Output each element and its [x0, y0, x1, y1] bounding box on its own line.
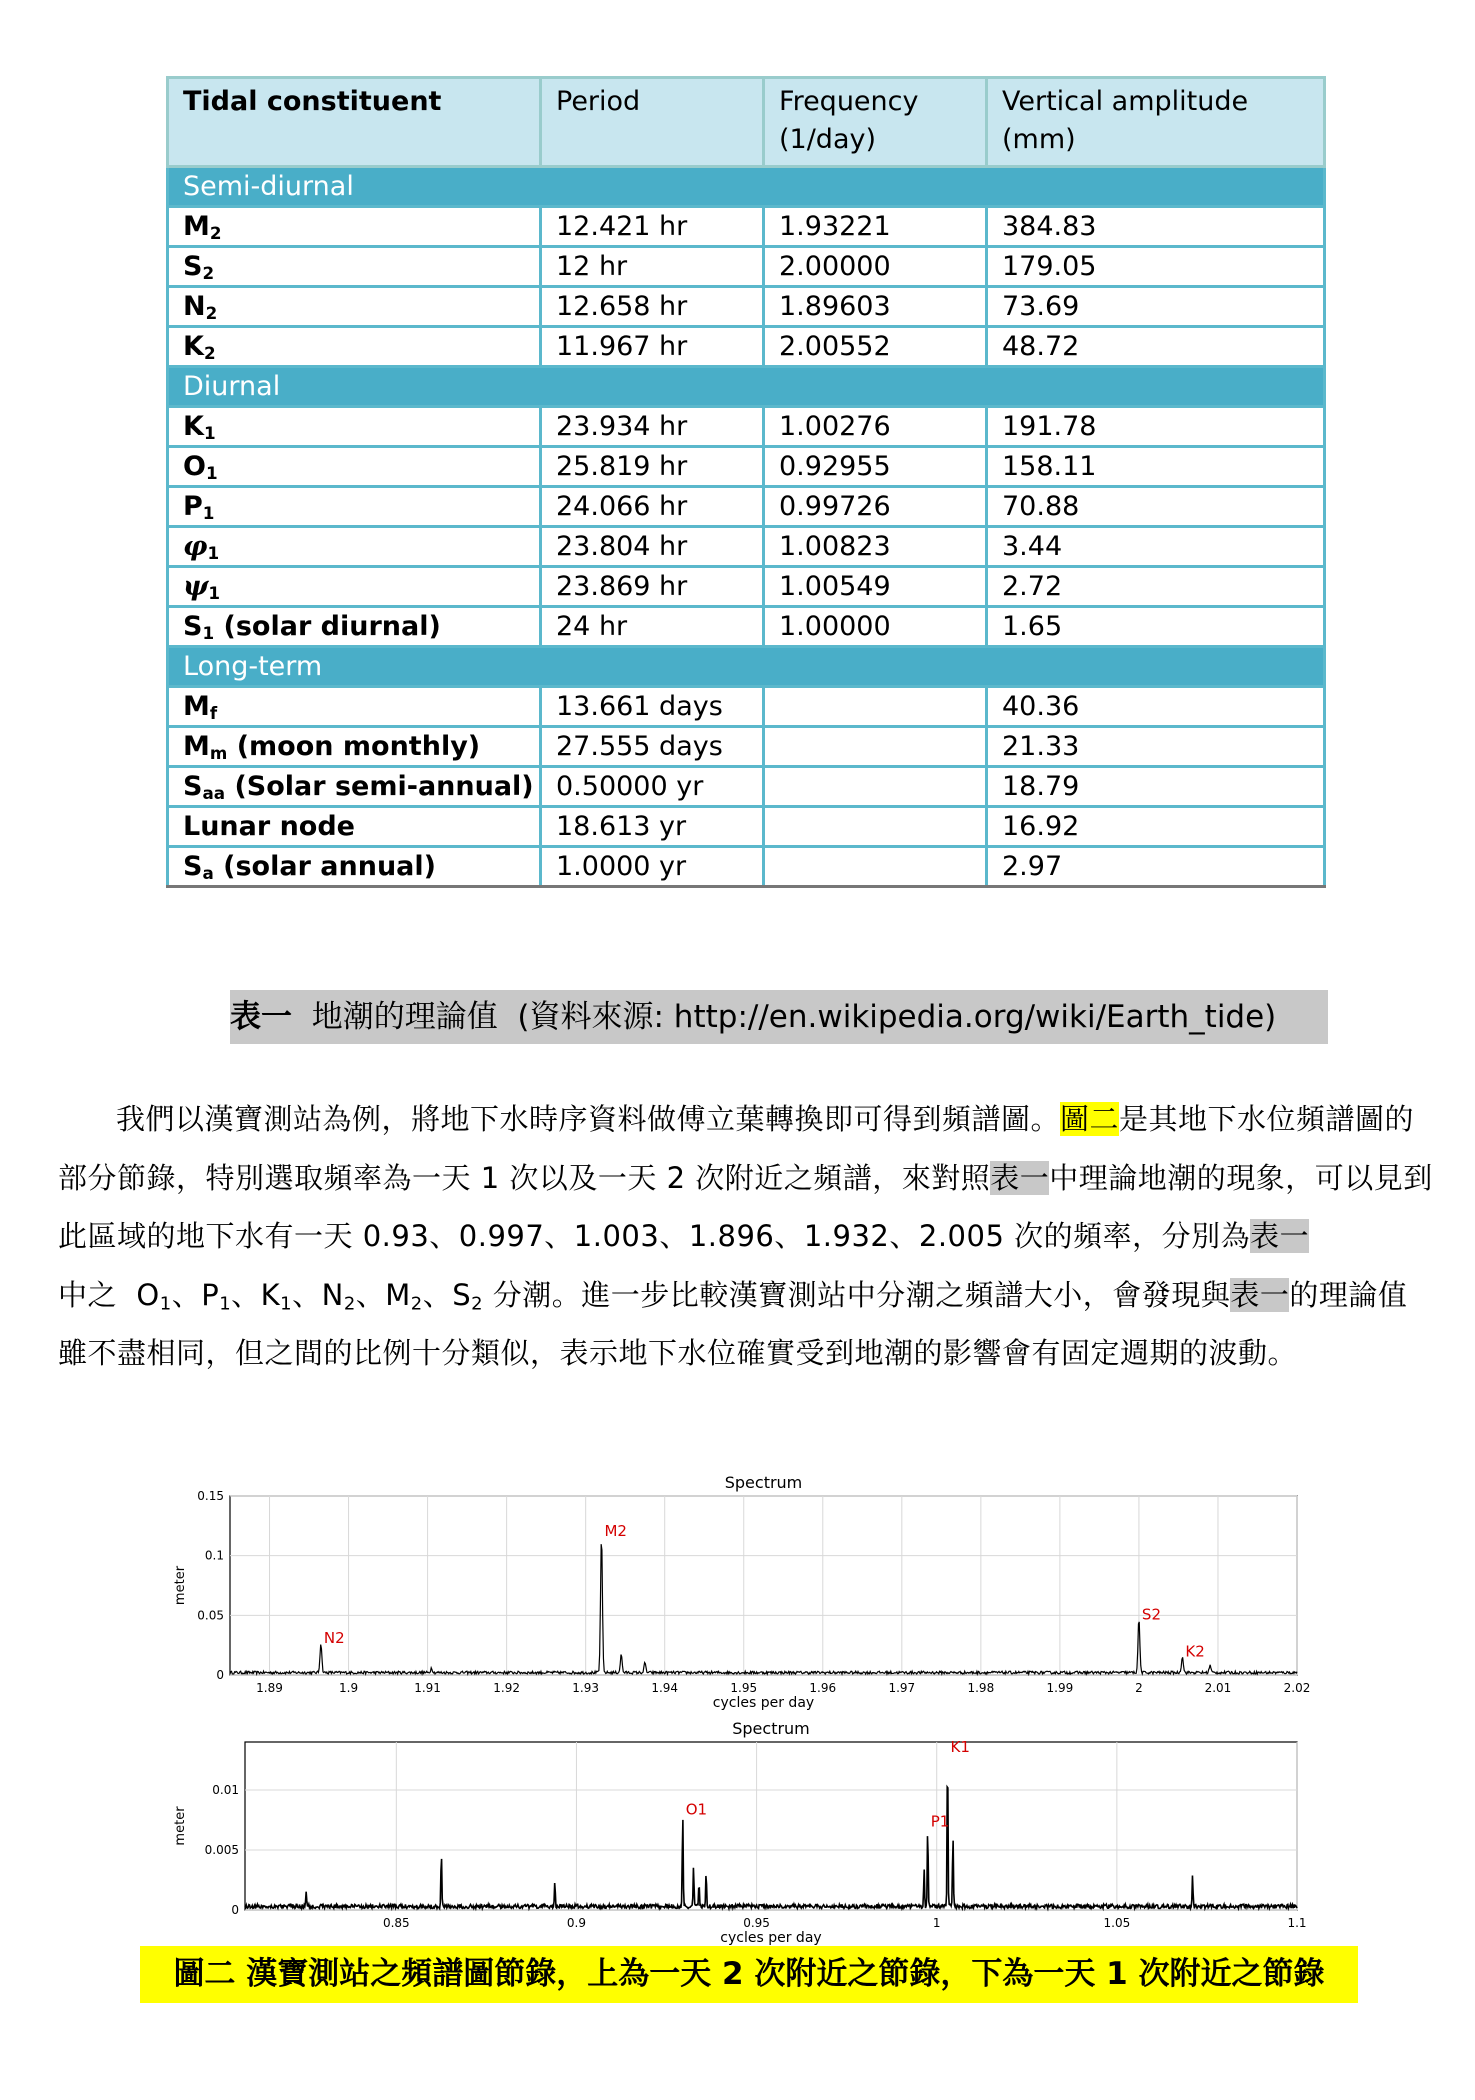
group-label: Diurnal	[168, 367, 1325, 407]
period-cell: 0.50000 yr	[541, 767, 764, 807]
para-subscript: 2	[410, 1293, 423, 1315]
para-text: 我們以漢寶測站為例，將地下水時序資料做傅立葉轉換即可得到頻譜圖。	[116, 1102, 1061, 1136]
period-cell: 13.661 days	[541, 687, 764, 727]
frequency-cell: 1.00000	[764, 607, 987, 647]
para-text: 中理論地潮的現象，可以見到此區域的地下水有一天 0.93、0.997、1.003、1.896、1.932、2.005 次的頻率，分別為	[58, 1160, 1433, 1254]
table-row	[168, 327, 1325, 367]
table-reference[interactable]: 表一	[990, 1160, 1050, 1195]
constituent-name	[168, 447, 541, 487]
constituent-subscript: aa	[202, 783, 226, 804]
constituent-symbol: M	[183, 731, 210, 762]
y-tick-label: 0.01	[212, 1783, 239, 1797]
frequency-cell	[764, 727, 987, 767]
amplitude-cell: 73.69	[987, 287, 1325, 327]
period-cell: 23.869 hr	[541, 567, 764, 607]
amplitude-cell: 21.33	[987, 727, 1325, 767]
table-reference[interactable]: 表一	[1250, 1219, 1310, 1254]
para-text: 、M	[355, 1277, 411, 1312]
constituent-description: (solar annual)	[213, 851, 436, 882]
x-tick-label: 1.92	[493, 1681, 520, 1695]
constituent-description: (solar diurnal)	[214, 611, 441, 642]
para-text: 、N	[292, 1277, 344, 1312]
amplitude-cell: 2.72	[987, 567, 1325, 607]
para-subscript: 1	[280, 1293, 293, 1315]
x-tick-label: 1	[932, 1916, 941, 1930]
x-tick-label: 1.97	[888, 1681, 916, 1695]
table-group-row	[168, 367, 1325, 407]
figure-reference[interactable]: 圖二	[1060, 1102, 1120, 1136]
amplitude-cell: 40.36	[987, 687, 1325, 727]
amplitude-cell: 1.65	[987, 607, 1325, 647]
peak-label-k1: K1	[950, 1738, 970, 1756]
constituent-subscript: 1	[202, 623, 215, 644]
table-body	[168, 167, 1325, 887]
y-tick-label: 0.1	[204, 1548, 224, 1563]
constituent-name	[168, 487, 541, 527]
y-tick-label: 0.15	[197, 1489, 224, 1503]
table-row	[168, 847, 1325, 887]
peak-label-p1: P1	[930, 1812, 950, 1831]
frequency-cell	[764, 807, 987, 847]
constituent-subscript: 1	[208, 583, 221, 604]
frequency-cell: 2.00000	[764, 247, 987, 287]
spectrum-chart-diurnal	[160, 1722, 1330, 1947]
y-tick-label: 0.005	[204, 1843, 239, 1857]
table-header-row	[168, 78, 1325, 167]
table-caption-text: 地潮的理論值 (資料來源: http://en.wikipedia.org/wiki/Earth_tide)	[292, 999, 1277, 1035]
amplitude-cell: 18.79	[987, 767, 1325, 807]
para-text: 的理論值雖不盡相同，但之間的比例十分類似，表示地下水位確實受到地潮的影響會有固定週期的波動。	[58, 1277, 1408, 1371]
tidal-constituent-table	[166, 76, 1326, 888]
amplitude-cell: 158.11	[987, 447, 1325, 487]
constituent-name	[168, 807, 541, 847]
y-axis-label: meter	[173, 1565, 188, 1606]
constituent-name	[168, 407, 541, 447]
header-frequency: Frequency (1/day)	[764, 78, 987, 167]
para-text: 分潮。進一步比較漢寶測站中分潮之頻譜大小，會發現與	[483, 1277, 1231, 1312]
frequency-cell	[764, 687, 987, 727]
constituent-description: (Solar semi-annual)	[225, 771, 534, 802]
amplitude-cell: 384.83	[987, 207, 1325, 247]
table-row	[168, 207, 1325, 247]
constituent-symbol: ψ	[183, 571, 209, 602]
frequency-cell: 1.93221	[764, 207, 987, 247]
period-cell: 23.804 hr	[541, 527, 764, 567]
spectrum-chart-semidiurnal	[160, 1468, 1330, 1718]
constituent-symbol: P	[183, 491, 203, 522]
constituent-subscript: 2	[202, 263, 215, 284]
constituent-subscript: 1	[205, 463, 218, 484]
group-label: Long-term	[168, 647, 1325, 687]
table-reference[interactable]: 表一	[1230, 1277, 1290, 1312]
frequency-cell: 0.99726	[764, 487, 987, 527]
constituent-symbol: S	[183, 771, 203, 802]
table-group-row	[168, 647, 1325, 687]
x-tick-label: 1.93	[572, 1681, 600, 1695]
amplitude-cell: 191.78	[987, 407, 1325, 447]
constituent-name	[168, 207, 541, 247]
peak-label-s2: S2	[1141, 1605, 1162, 1624]
x-axis-label: cycles per day	[720, 1930, 822, 1946]
para-subscript: 1	[219, 1293, 232, 1315]
period-cell: 18.613 yr	[541, 807, 764, 847]
x-tick-label: 1.94	[651, 1681, 679, 1695]
constituent-symbol: K	[183, 411, 204, 442]
table-row	[168, 287, 1325, 327]
period-cell: 12.658 hr	[541, 287, 764, 327]
period-cell: 12.421 hr	[541, 207, 764, 247]
table-row	[168, 807, 1325, 847]
peak-label-k2: K2	[1185, 1642, 1205, 1661]
table-row	[168, 487, 1325, 527]
constituent-name	[168, 247, 541, 287]
para-text: 、P	[171, 1277, 220, 1312]
plot-area	[245, 1742, 1297, 1910]
constituent-name	[168, 727, 541, 767]
x-axis-label: cycles per day	[712, 1695, 815, 1711]
amplitude-cell: 2.97	[987, 847, 1325, 887]
period-cell: 27.555 days	[541, 727, 764, 767]
constituent-name	[168, 567, 541, 607]
constituent-name	[168, 847, 541, 887]
group-label: Semi-diurnal	[168, 167, 1325, 207]
table-row	[168, 247, 1325, 287]
peak-label-n2: N2	[323, 1629, 345, 1648]
peak-label-o1: O1	[685, 1800, 708, 1819]
table-row	[168, 687, 1325, 727]
constituent-name	[168, 687, 541, 727]
constituent-subscript: 2	[203, 343, 216, 364]
amplitude-cell: 70.88	[987, 487, 1325, 527]
header-period: Period	[541, 78, 764, 167]
table-row	[168, 567, 1325, 607]
constituent-symbol: M	[183, 211, 210, 242]
para-text: 、S	[422, 1277, 472, 1312]
para-text: 、K	[231, 1277, 281, 1312]
table-caption	[230, 990, 1328, 1044]
table-group-row	[168, 167, 1325, 207]
frequency-cell: 0.92955	[764, 447, 987, 487]
constituent-subscript: 2	[209, 223, 222, 244]
table-row	[168, 607, 1325, 647]
figure-caption: 圖二 漢寶測站之頻譜圖節錄，上為一天 2 次附近之節錄，下為一天 1 次附近之節錄	[140, 1946, 1358, 2003]
y-tick-label: 0.05	[197, 1608, 224, 1623]
header-amplitude: Vertical amplitude (mm)	[987, 78, 1325, 167]
frequency-cell: 1.89603	[764, 287, 987, 327]
x-tick-label: 1.9	[339, 1681, 359, 1695]
constituent-subscript: 1	[202, 503, 215, 524]
x-tick-label: 0.85	[382, 1916, 410, 1930]
period-cell: 1.0000 yr	[541, 847, 764, 887]
constituent-name	[168, 287, 541, 327]
para-subscript: 1	[159, 1293, 172, 1315]
peak-label-m2: M2	[604, 1521, 627, 1540]
period-cell: 23.934 hr	[541, 407, 764, 447]
table-row	[168, 527, 1325, 567]
para-text: 是其地下水位頻譜圖的部分節錄，特別選取頻率為一天 1 次以及一天 2 次附近之頻譜，來對照	[58, 1102, 1415, 1195]
constituent-subscript: a	[202, 863, 214, 884]
period-cell: 11.967 hr	[541, 327, 764, 367]
para-subscript: 2	[343, 1293, 356, 1315]
constituent-subscript: 1	[207, 543, 220, 564]
y-tick-label: 0	[231, 1903, 239, 1917]
x-tick-label: 2.01	[1204, 1681, 1232, 1695]
constituent-subscript: f	[209, 703, 218, 724]
x-tick-label: 1.05	[1103, 1916, 1131, 1930]
chart-title: Spectrum	[724, 1473, 803, 1492]
constituent-symbol: S	[183, 851, 203, 882]
period-cell: 25.819 hr	[541, 447, 764, 487]
constituent-symbol: O	[183, 451, 206, 482]
constituent-symbol: Lunar node	[183, 811, 355, 842]
x-tick-label: 2.02	[1283, 1681, 1311, 1695]
table-row	[168, 767, 1325, 807]
period-cell: 12 hr	[541, 247, 764, 287]
table-row	[168, 407, 1325, 447]
x-tick-label: 1.96	[809, 1681, 837, 1695]
x-tick-label: 1.1	[1287, 1916, 1307, 1930]
para-text: 中之 O	[58, 1277, 160, 1312]
body-paragraph	[58, 1090, 1436, 1383]
table-row	[168, 727, 1325, 767]
x-tick-label: 1.98	[967, 1681, 995, 1695]
x-tick-label: 1.95	[730, 1681, 758, 1695]
frequency-cell	[764, 847, 987, 887]
constituent-description: (moon monthly)	[227, 731, 481, 762]
frequency-cell: 1.00549	[764, 567, 987, 607]
amplitude-cell: 16.92	[987, 807, 1325, 847]
x-tick-label: 1.91	[414, 1681, 441, 1695]
constituent-subscript: m	[209, 743, 228, 764]
period-cell: 24.066 hr	[541, 487, 764, 527]
constituent-symbol: M	[183, 691, 210, 722]
frequency-cell	[764, 767, 987, 807]
x-tick-label: 0.9	[566, 1916, 586, 1930]
x-tick-label: 1.99	[1046, 1681, 1074, 1695]
amplitude-cell: 3.44	[987, 527, 1325, 567]
plot-area	[230, 1496, 1297, 1675]
constituent-symbol: N	[183, 291, 206, 322]
constituent-name	[168, 607, 541, 647]
para-subscript: 2	[471, 1293, 484, 1315]
constituent-name	[168, 527, 541, 567]
constituent-symbol: S	[183, 611, 203, 642]
frequency-cell: 1.00823	[764, 527, 987, 567]
table-row	[168, 447, 1325, 487]
x-tick-label: 1.89	[256, 1681, 283, 1695]
x-tick-label: 2	[1135, 1681, 1143, 1695]
table-caption-label: 表一	[230, 999, 292, 1035]
constituent-name	[168, 327, 541, 367]
constituent-subscript: 2	[205, 303, 218, 324]
amplitude-cell: 179.05	[987, 247, 1325, 287]
y-axis-label: meter	[173, 1806, 188, 1846]
constituent-subscript: 1	[203, 423, 216, 444]
y-tick-label: 0	[216, 1668, 224, 1682]
chart-title: Spectrum	[732, 1722, 810, 1738]
header-constituent: Tidal constituent	[168, 78, 541, 167]
frequency-cell: 1.00276	[764, 407, 987, 447]
amplitude-cell: 48.72	[987, 327, 1325, 367]
constituent-symbol: S	[183, 251, 203, 282]
x-tick-label: 0.95	[743, 1916, 770, 1930]
constituent-symbol: K	[183, 331, 204, 362]
frequency-cell: 2.00552	[764, 327, 987, 367]
constituent-symbol: φ	[183, 531, 208, 562]
period-cell: 24 hr	[541, 607, 764, 647]
constituent-name	[168, 767, 541, 807]
